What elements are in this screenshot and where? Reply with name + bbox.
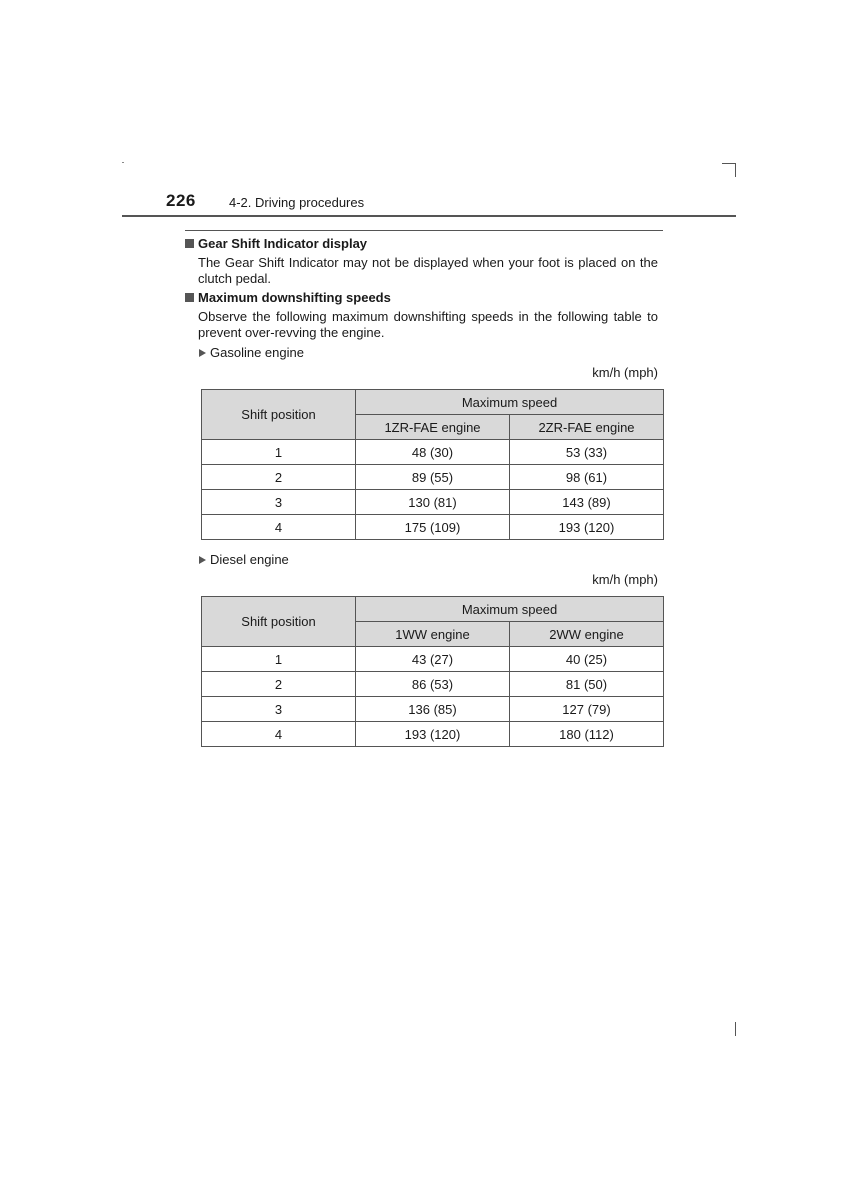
gasoline-engine-label [199,345,304,360]
col-header-engine: 2WW engine [510,622,664,647]
table-cell: 193 (120) [356,722,510,747]
content-rule [185,230,663,231]
triangle-bullet-icon [199,349,206,357]
table-cell: 136 (85) [356,697,510,722]
header-rule [122,215,736,217]
square-bullet-icon [185,293,194,302]
table-cell: 143 (89) [510,490,664,515]
table-cell: 2 [202,672,356,697]
col-header-shift-position: Shift position [202,597,356,647]
table-cell: 4 [202,515,356,540]
table-cell: 43 (27) [356,647,510,672]
table-cell: 89 (55) [356,465,510,490]
table-cell: 175 (109) [356,515,510,540]
table-cell: 2 [202,465,356,490]
gear-shift-indicator-heading [185,236,367,251]
table-cell: 130 (81) [356,490,510,515]
table-cell: 3 [202,490,356,515]
table-row [202,465,664,490]
col-header-engine: 1ZR-FAE engine [356,415,510,440]
table-row [202,697,664,722]
table-cell: 193 (120) [510,515,664,540]
table-row [202,440,664,465]
section-title: 4-2. Driving procedures [229,195,365,210]
unit-label: km/h (mph) [592,572,658,587]
triangle-bullet-icon [199,556,206,564]
diesel-speed-table [201,596,664,747]
crop-mark [122,162,124,163]
table-cell: 81 (50) [510,672,664,697]
max-downshift-text: Observe the following maximum downshifting speeds in the following table to prevent over-revving the engine. [198,309,658,340]
heading-text: Gear Shift Indicator display [198,236,368,251]
table-cell: 86 (53) [356,672,510,697]
table-cell: 4 [202,722,356,747]
crop-mark [722,163,736,164]
table-row [202,722,664,747]
sub-label-text: Diesel engine [210,552,289,567]
table-cell: 48 (30) [356,440,510,465]
col-header-engine: 2ZR-FAE engine [510,415,664,440]
square-bullet-icon [185,239,194,248]
heading-text: Maximum downshifting speeds [198,290,391,305]
table-row [202,672,664,697]
sub-label-text: Gasoline engine [210,345,304,360]
table-cell: 1 [202,440,356,465]
table-cell: 98 (61) [510,465,664,490]
table-cell: 180 (112) [510,722,664,747]
table-row [202,490,664,515]
table-cell: 1 [202,647,356,672]
table-cell: 40 (25) [510,647,664,672]
col-header-shift-position: Shift position [202,390,356,440]
max-downshift-heading [185,290,391,305]
table-row [202,515,664,540]
col-header-max-speed: Maximum speed [356,390,664,415]
page-number: 226 [166,191,196,210]
crop-mark [735,163,736,177]
table-cell: 127 (79) [510,697,664,722]
table-cell: 53 (33) [510,440,664,465]
table-row [202,647,664,672]
gasoline-speed-table [201,389,664,540]
unit-label: km/h (mph) [592,365,658,380]
col-header-engine: 1WW engine [356,622,510,647]
col-header-max-speed: Maximum speed [356,597,664,622]
diesel-engine-label [199,552,289,567]
crop-mark [735,1022,736,1036]
table-cell: 3 [202,697,356,722]
gear-shift-indicator-text: The Gear Shift Indicator may not be displayed when your foot is placed on the clutch pedal. [198,255,658,286]
